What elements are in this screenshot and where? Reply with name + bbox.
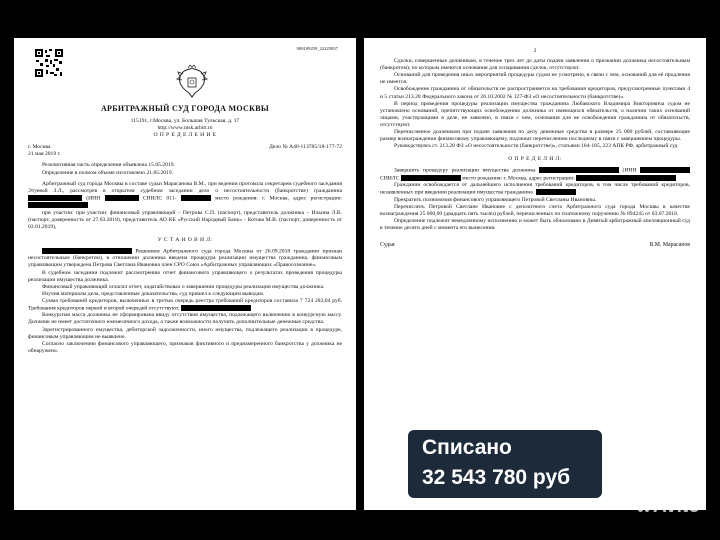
redacted-block [181,305,251,311]
coat-of-arms-icon [174,64,210,100]
badge-amount: 32 543 780 руб [422,466,571,489]
birthplace-label: место рождения: г. Москва, адрес регистрации: [462,175,575,182]
intro-paragraph: Арбитражный суд города Москвы в составе судьи Марасанова В.М., при ведении протокола секретарем судебного заседания Этуевой З.Л., рассмотрев в открытом судебном заседании дело о несостоятельности (банкротстве) гражданина [28,180,342,194]
redacted-block [576,175,676,181]
redacted-block [28,195,82,201]
body-paragraph: Перечисленное должником при подаче заявления по делу денежные средства в размере 25 000 рублей, составляющие размер вознаграждения финансовому управляющему, подлежат перечислению последнему в связи с завершением процедуры. [380,129,690,143]
body-paragraph: Сумма требований кредиторов, включенных в третью очередь реестра требований кредиторов составила 7 724 283,04 руб. Требования кредиторов первой и второй очередей отсутствуют. [28,297,342,312]
body-paragraph: В судебном заседании подлежит рассмотрению отчет финансового управляющего о результатах проведения процедуры реализации имущества должника. [28,269,342,283]
page-number: 2 [533,48,537,54]
decision-paragraph: Перечислить Петровой Светлане Ивановне с депозитного счета Арбитражного суда города Москвы в качестве вознаграждения 25 000,00 (двадцать пять тысяч) рублей, перечисленных по платежному поручению № 894245 от 03.07.2018. [380,203,690,217]
watermark-text: Avito [653,496,700,517]
redacted-block [539,167,619,173]
redacted-block [181,195,211,201]
redacted-block [105,195,139,201]
document-number: 900109259_22225837 [296,46,338,51]
body-paragraph: Руководствуясь ст. 213.28 ФЗ «О несостоятельности (банкротстве)», статьями 184-185, 223 АПК РФ, арбитражный суд [394,143,678,150]
redacted-block [401,175,461,181]
section-title-determined: О П Р Е Д Е Л И Л: [508,156,562,163]
inn-label: (ИНН [86,195,101,202]
body-paragraph: Конкурсная масса должника не сформирована ввиду отсутствия имущества, подлежащего включению в конкурсную массу. Должник не имеет достаточного ежемесячного дохода, а также возможности получить дополнительные денежные средства. [28,312,342,326]
document-type: О П Р Е Д Е Л Е Н И Е [153,132,217,139]
redacted-block [640,167,690,173]
judge-label: Судья [380,242,395,249]
body-paragraph: В период проведения процедуры реализации имущества гражданина Любавского Владимира Викторовича судом не установлено оснований, препятствующих освобождению должника от имеющихся обязательств, о наличии таких оснований лицами, участвующими в деле, не заявлено, в связи с чем, основания для не освобождения гражданина от обязательств, отсутствуют. [380,100,690,128]
court-name: АРБИТРАЖНЫЙ СУД ГОРОДА МОСКВЫ [100,104,269,113]
judge-name: В.М. Марасанов [649,242,690,249]
resolution-announced: Резолютивная часть определения объявлена 15.05.2019. [42,162,175,169]
document-page-1 [14,38,356,510]
signature-line [380,242,690,248]
full-text-made: Определение в полном объеме изготовлено 21.05.2019. [42,169,174,176]
inn-label: (ИНН [622,167,637,174]
court-address: 115191, г.Москва, ул. Большая Тульская, д. 17 [130,118,240,124]
avito-watermark [636,496,700,518]
redacted-block [536,189,576,195]
snils-label: СНИЛС 011- [142,195,177,202]
participants-paragraph: при участии: при участии: финансовый управляющий – Петрова С.П. (паспорт), представитель должника – Ильина Л.В. (паспорт, доверенность от 27.03.2018), представитель АО КБ «Русский Народный Банк» - Котова М.В. (паспорт, доверенность от 03.01.2019), [28,209,342,230]
case-number: Дело № А40-113785/18-177-72 [268,144,342,151]
body-paragraph: Освобождение гражданина от обязательств не распространяется на требования кредиторов, предусмотренные пунктами 4 и 5 статьи 213.28 Федерального закона от 26.10.2002 № 127-ФЗ «О несостоятельности (банкротстве)». [380,86,690,100]
birthplace-label: место рождения: г. Москва, адрес регистрации: [215,195,343,202]
decision-paragraph: Завершить процедуру реализации имущества должника [394,167,536,174]
redacted-block [28,202,88,208]
body-paragraph: Финансовый управляющий огласил отчет, ходатайствовал о завершении процедуры реализации имущества должника. [42,283,325,290]
city: г. Москва [28,144,51,151]
decision-paragraph: Прекратить полномочия финансового управляющего Петровой Светланы Ивановны. [394,196,597,203]
body-paragraph: Изучив материалы дела, представленные доказательства, суд пришел к следующим выводам. [42,290,265,297]
decision-paragraph: Определение подлежит немедленному исполнению и может быть обжаловано в Девятый арбитражный апелляционный суд в течение десяти дней с момента его вынесения. [380,217,690,231]
body-paragraph: Решением Арбитражного суда города Москвы от 26.09.2018 гражданин признан несостоятельным (банкротом), в отношении должника введена процедура реализации имущества гражданина, финансовым управляющим утверждена Петрова Светлана Ивановна член СРО Союз «Арбитражных управляющих «Правосознание». [28,248,342,269]
qr-code-icon [34,48,64,78]
written-off-badge [408,430,602,498]
section-title-established: У С Т А Н О В И Л: [157,236,213,243]
court-website: http://www.msk.arbitr.ru [157,125,213,132]
decision-paragraph: Гражданин освобождается от дальнейшего исполнения требований кредиторов, в том числе требований кредиторов, незаявленных при введении реализации имущества гражданина. [380,182,690,196]
body-paragraph: Сделки, совершенные должником, в течение трех лет до даты подачи заявления о признании должника несостоятельным (банкротом), по которым имеются основания для оспаривания сделок, отсутствуют. [380,58,690,72]
body-paragraph: Согласно заключению финансового управляющего, признаков фиктивного и преднамеренного банкротства у должника не обнаружено. [28,340,342,354]
avito-logo-icon [636,499,650,513]
badge-title: Списано [422,436,512,459]
document-date: 21 мая 2019 г. [28,151,61,158]
snils-label: СНИЛС [380,175,400,182]
body-paragraph: Зарегистрированного имущества, дебиторской задолженности, иного имущества, подлежащего реализации в процедуре, финансовым управляющим не выявлено. [28,326,342,340]
redacted-block [42,248,132,254]
body-paragraph: Оснований для проведения иных мероприятий процедуры судом не усмотрено, в связи с чем, оснований для её продления не имеется. [380,72,690,86]
